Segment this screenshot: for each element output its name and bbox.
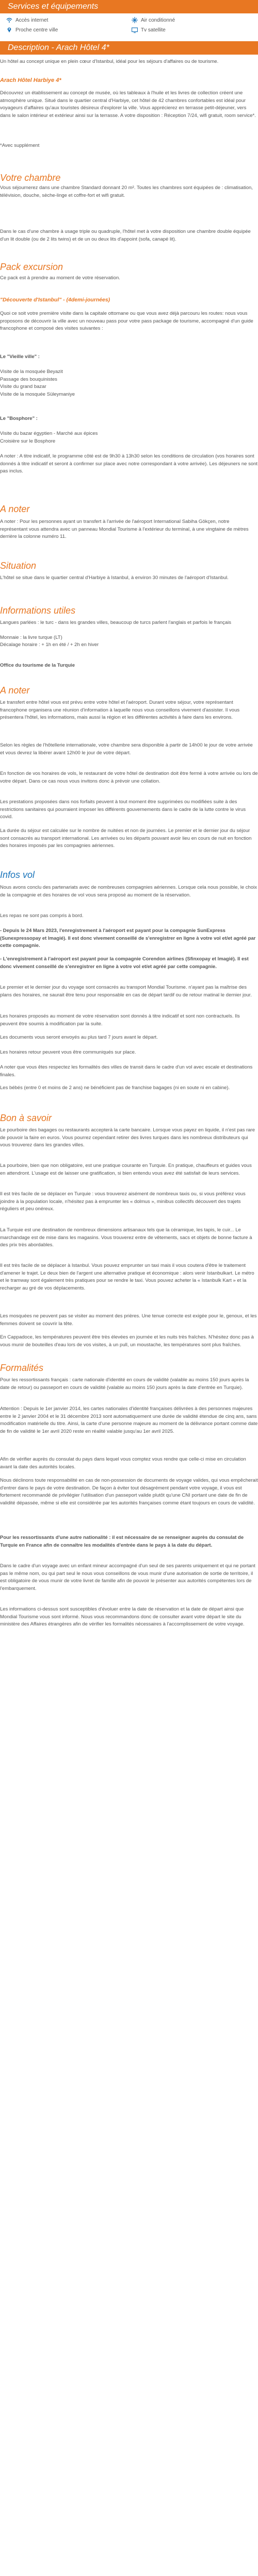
flight-text-10: Les bébés (entre 0 et moins de 2 ans) ne bénéficient pas de franchise bagages (ni en soute ni en cabine).	[0, 1085, 230, 1091]
description-intro: Un hôtel au concept unique en plein cœur d'Istanbul, idéal pour les séjours d'affaires ou de tourisme.	[0, 59, 219, 64]
tours-list-old-city: Visite de la mosquée Beyazit Passage des bouquinistes Visite du grand bazar Visite de la mosquée Süleymaniye	[0, 369, 75, 397]
service-tv	[132, 27, 166, 33]
note-title: A noter	[0, 504, 30, 514]
formalities-title: Formalités	[0, 1363, 44, 1373]
flight-text-4: - L'enregistrement à l'aéroport est payant pour la compagnie Corendon airlines (Sfinxopay et lmagié). Il est donc vivement conseillé de s'enregistrer en ligne à votre vol et/et agréé par cette compagnie.	[0, 956, 249, 970]
hotel-footnote: *Avec supplément	[0, 143, 40, 148]
tours-subtitle-old-city: Le "Vieille ville" :	[0, 354, 40, 360]
tv-icon	[132, 27, 138, 33]
good-to-know-text-5: Il est très facile de se déplacer à Istanbul. Vous pouvez emprunter un taxi mais il vous coutera d'être le traitement d'amener le trajet. Le deux bien de l'argent une alternative pratique et économique : alors venir Istanbulkart. Le métro et le tramway sont également très pratiques pour se rendre le taxi. Vous pouvez acheter la « Istanbulk Kart » et la recharger au gré de vos déplacements.	[0, 1263, 254, 1291]
wifi-icon	[6, 17, 12, 23]
service-location	[6, 27, 58, 33]
flight-text-9: A noter que vous êtes respectez les formalités des villes de transit dans le cadre d'un vol avec escale et destinations finales.	[0, 1064, 253, 1078]
service-label: Accès internet	[15, 17, 49, 23]
note2-text-1: Le transfert entre hôtel vous est prévu entre votre hôtel et l'aéroport. Durant votre séjour, votre représentant francophone organisera une réunion d'information à laquelle nous vous conseillons vivement d'assister. Il vous présentera l'hôtel, les informations, mais aussi la région et les différentes activités à faire dans les environs.	[0, 700, 240, 720]
info-line-timezone: Décalage horaire : + 1h en été / + 2h en hiver	[0, 642, 99, 648]
services-heading: Services et équipements	[0, 0, 258, 13]
note2-text-2: Selon les règles de l'hôtellerie internationale, votre chambre sera disponible à partir de 14h00 le jour de votre arrivée et vous devrez la libérer avant 12h00 le jour de votre départ.	[0, 742, 253, 756]
flight-text-1: Nous avons conclu des partenariats avec de nombreuses compagnies aériennes. Lorsque cela nous possible, le choix de la compagnie et des horaires de vol vous sera proposé au moment de la réservation.	[0, 885, 257, 898]
room-text-1: Vous séjournerez dans une chambre Standard donnant 20 m². Toutes les chambres sont équipées de : climatisation, télévision, douche, sèche-linge et coffre-fort et wifi gratuit.	[0, 185, 253, 198]
formalities-text-4: Nous déclinons toute responsabilité en cas de non-possession de documents de voyage valides, qui vous empêcherait d'entrer dans le pays de votre destination. De façon à éviter tout désagrément pendant votre voyage, il vous est fortement recommandé de privilégier l'utilisation d'un passeport valide plutôt qu'une CNI portant une date de fin de validité dépassée, même si elle est considérée par les autorités françaises comme étant toujours en cours de validité.	[0, 1478, 258, 1506]
note-text: A noter : Pour les personnes ayant un transfert à l'arrivée de l'aéroport International Sabiha Gökçen, notre représentant vous attendra avec un panneau Mondial Tourisme à l'extérieur du terminal, à une vingtaine de mètres derrière la colonne numéro 11.	[0, 519, 249, 539]
location-text: L'hôtel se situe dans le quartier central d'Harbiye à Istanbul, à environ 30 minutes de l'aéroport d'Istanbul.	[0, 575, 229, 581]
flight-text-3: - Depuis le 24 Mars 2023, l'enregistrement à l'aéroport est payant pour la compagnie SunExpress (Sunexpressopay et lmagié). Il est donc vivement conseillé de s'enregistrer en ligne à votre vol et/et agréé par cette compagnie.	[0, 928, 256, 948]
good-to-know-text-4: La Turquie est une destination de nombreux dimensions artisanaux tels que la céramique, les tapis, le cuir... Le marchandage est de mise dans les magasins. Vous trouverez entre de vêtements, sacs et objets de bonne facture à des prix très abordables.	[0, 1227, 252, 1248]
formalities-text-2: Attention : Depuis le 1er janvier 2014, les cartes nationales d'identité françaises délivrées à des personnes majeures entre le 2 janvier 2004 et le 31 décembre 2013 sont automatiquement une durée de validité étendue de cinq ans, sans modification matérielle du titre. Ainsi, la carte d'une personne majeure au moment de la délivrance portant comme date de fin de validité le 1er avril 2020 reste en réalité valable jusqu'au 1er avril 2025.	[0, 1406, 258, 1434]
good-to-know-text-1: Le pourboire des bagages ou restaurants accepterà la carte bancaire. Lorsque vous payez en liquide, il n'est pas rare de pouvoir la faire en euros. Vous pourrez cependant retirer des livres turques dans les nombreux distributeurs qui vous trouverez dans les grandes villes.	[0, 1127, 255, 1148]
good-to-know-text-3: Il est très facile de se déplacer en Turquie : vous trouverez aisément de nombreux taxis ou, si vous préférez vous joindre à la population locale, n'hésitez pas à emprunter les « dolmus », minibus collectifs découvert des trajets réguliers et peu onéreux.	[0, 1191, 246, 1212]
hotel-text: Découvrez un établissement au concept de musée, où les tableaux à l'huile et les livres de collection créent une atmosphère unique. Situé dans le quartier central d'Harbiye, cet hôtel de 42 chambres confortables est idéal pour voyageurs d'affaires qu'aux touristes désireux d'explorer la ville. Vous apprécierez en terrasse petit-déjeuner, vers dans le salon intérieur et extérieur ainsi sur la terrasse. A votre disposition : Réception 7/24, wifi gratuit, room service*.	[0, 90, 256, 118]
flight-text-8: Les horaires retour peuvent vous être communiqués sur place.	[0, 1049, 136, 1055]
flight-text-6: Les horaires proposés au moment de votre réservation sont donnés à titre indicatif et sont non contractuels. Ils peuvent être soumis à modification par la suite.	[0, 1013, 240, 1027]
location-pin-icon	[6, 27, 12, 33]
tours-text-1: Quoi ce soit votre première visite dans la capitale ottomane ou que vous avez déjà parcouru les routes: nous vous proposons de découvrir la ville avec un nouveau pass pour votre pass package de tourisme, accompagné d'un guide francophone et composé des visites suivantes :	[0, 311, 253, 331]
flight-text-5: Le premier et le dernier jour du voyage sont consacrés au transport Mondial Tourisme. n'ayant pas la maîtrise des plans des horaires, ne saurait être tenu pour responsable en cas de départ tardif ou de retour matinal le dernier jour.	[0, 985, 252, 998]
snowflake-icon	[132, 17, 138, 23]
good-to-know-text-7: En Cappadoce, les températures peuvent être très élevées en journée et les nuits très fraîches. N'hésitez donc pas à vous munir de bouteilles d'eau lors de vos visites, à un pull, un moustache, les températures sont plus fraîches.	[0, 1334, 254, 1348]
service-ac	[132, 17, 175, 23]
note2-text-5: La durée du séjour est calculée sur le nombre de nuitées et non de journées. Le premier et le dernier jour du séjour sont consacrés au transport international. Les arrivées ou les départs pouvant avoir lieu en cours de nuit en fonction des horaires imposés par les compagnies aériennes.	[0, 828, 252, 849]
tours-intro: Ce pack est à prendre au moment de votre réservation.	[0, 275, 120, 281]
good-to-know-text-6: Les mosquées ne peuvent pas se visiter au moment des prières. Une tenue correcte est exigée pour le, genoux, et les femmes doivent se couvrir la tête.	[0, 1313, 257, 1327]
tours-subtitle: "Découverte d'Istanbul" - (4demi-journées)	[0, 297, 110, 303]
info-title: Informations utiles	[0, 605, 76, 616]
info-line-currency: Monnaie : la livre turque (LT)	[0, 635, 62, 640]
service-label: Air conditionné	[141, 17, 175, 23]
flight-info-title: Infos vol	[0, 870, 35, 880]
note2-title: A noter	[0, 685, 30, 696]
formalities-text-1: Pour les ressortissants français : carte nationale d'identité en cours de validité (valable au moins 150 jours après la date de retour) ou passeport en cours de validité (valable au moins 150 jours après la date d'entrée en Turquie).	[0, 1377, 249, 1391]
room-text-2: Dans le cas d'une chambre à usage triple ou quadruple, l'hôtel met à votre disposition une chambre double équipée d'un lit double (ou de 2 lits twins) et de un ou deux lits d'appoint (sofa, canapé lit).	[0, 229, 251, 242]
tours-text-2: A noter : A titre indicatif, le programme côté est de 9h30 à 13h30 selon les conditions de circulation (vos horaires sont donnés à titre indicatif et seront à confirmer sur place avec notre correspondant à votre arrivée). Les déjeuners ne sont pas inclus.	[0, 453, 258, 474]
tours-subtitle-bosphorus: Le "Bosphore" :	[0, 416, 38, 421]
tours-list-bosphorus: Visite du bazar égyptien - Marché aux épices Croisière sur le Bosphore	[0, 431, 98, 444]
service-internet	[6, 17, 48, 23]
formalities-text-3: Afin de vérifier auprès du consulat du pays dans lequel vous comptez vous rendre que celle-ci mise en circulation avant la date des autorités locales.	[0, 1456, 246, 1470]
description-heading: Description - Arach Hôtel 4*	[0, 41, 258, 55]
service-label: Proche centre ville	[15, 27, 58, 33]
note2-text-3: En fonction de vos horaires de vols, le restaurant de votre hôtel de destination doit être fermé à votre arrivée ou lors de votre départ. Dans ce cas nous vous invitons donc à prévoir une collation.	[0, 771, 258, 784]
room-title: Votre chambre	[0, 173, 61, 183]
good-to-know-text-2: La pourboire, bien que non obligatoire, est une pratique courante en Turquie. En pratique, chauffeurs et guides vous en attendront. L'usage est de laisser une gratification, si bien entendu vous avez été satisfait de leurs services.	[0, 1163, 252, 1176]
tourism-office-link[interactable]: Office du tourisme de la Turquie	[0, 663, 75, 668]
formalities-text-6: Dans le cadre d'un voyage avec un enfant mineur accompagné d'un seul de ses parents uniquement et qui ne portant pas le même nom, ou qui part seul le nous vous conseillons de vous munir d'une autorisation de sortie de territoire, il est obligatoire de vous munir de votre livret de famille afin de pouvoir le présenter aux autorités compétentes lors de l'embarquement.	[0, 1563, 255, 1591]
tours-title: Pack excursion	[0, 262, 63, 272]
hotel-title: Arach Hôtel Harbiye 4*	[0, 77, 61, 83]
flight-text-7: Les documents vous seront envoyés au plus tard 7 jours avant le départ.	[0, 1035, 158, 1040]
formalities-text-7: Les informations ci-dessus sont susceptibles d'évoluer entre la date de réservation et la date de départ ainsi que Mondial Tourisme vous sont informé. Nous vous recommandons donc de consulter avant votre départ le site du ministère des Affaires étrangères afin de vérifier les formalités nécessaires à l'accomplissement de votre voyage.	[0, 1606, 245, 1627]
note2-text-4: Les prestations proposées dans nos forfaits peuvent à tout moment être supprimées ou modifiées suite à des restrictions sanitaires qui pourraient imposer les différents gouvernements dans le cadre de la lutte contre le virus covid.	[0, 799, 246, 820]
service-label: Tv satellite	[141, 27, 166, 33]
info-line-languages: Langues parlées : le turc - dans les grandes villes, beaucoup de turcs parlent l'anglais et parfois le français	[0, 620, 232, 625]
formalities-text-5: Pour les ressortissants d'une autre nationalité : il est nécessaire de se renseigner auprès du consulat de Turquie en France afin de connaître les modalités d'entrée dans le pays à la date du départ.	[0, 1535, 244, 1548]
location-title: Situation	[0, 561, 37, 571]
good-to-know-title: Bon à savoir	[0, 1113, 52, 1123]
flight-text-2: Les repas ne sont pas compris à bord.	[0, 913, 84, 919]
